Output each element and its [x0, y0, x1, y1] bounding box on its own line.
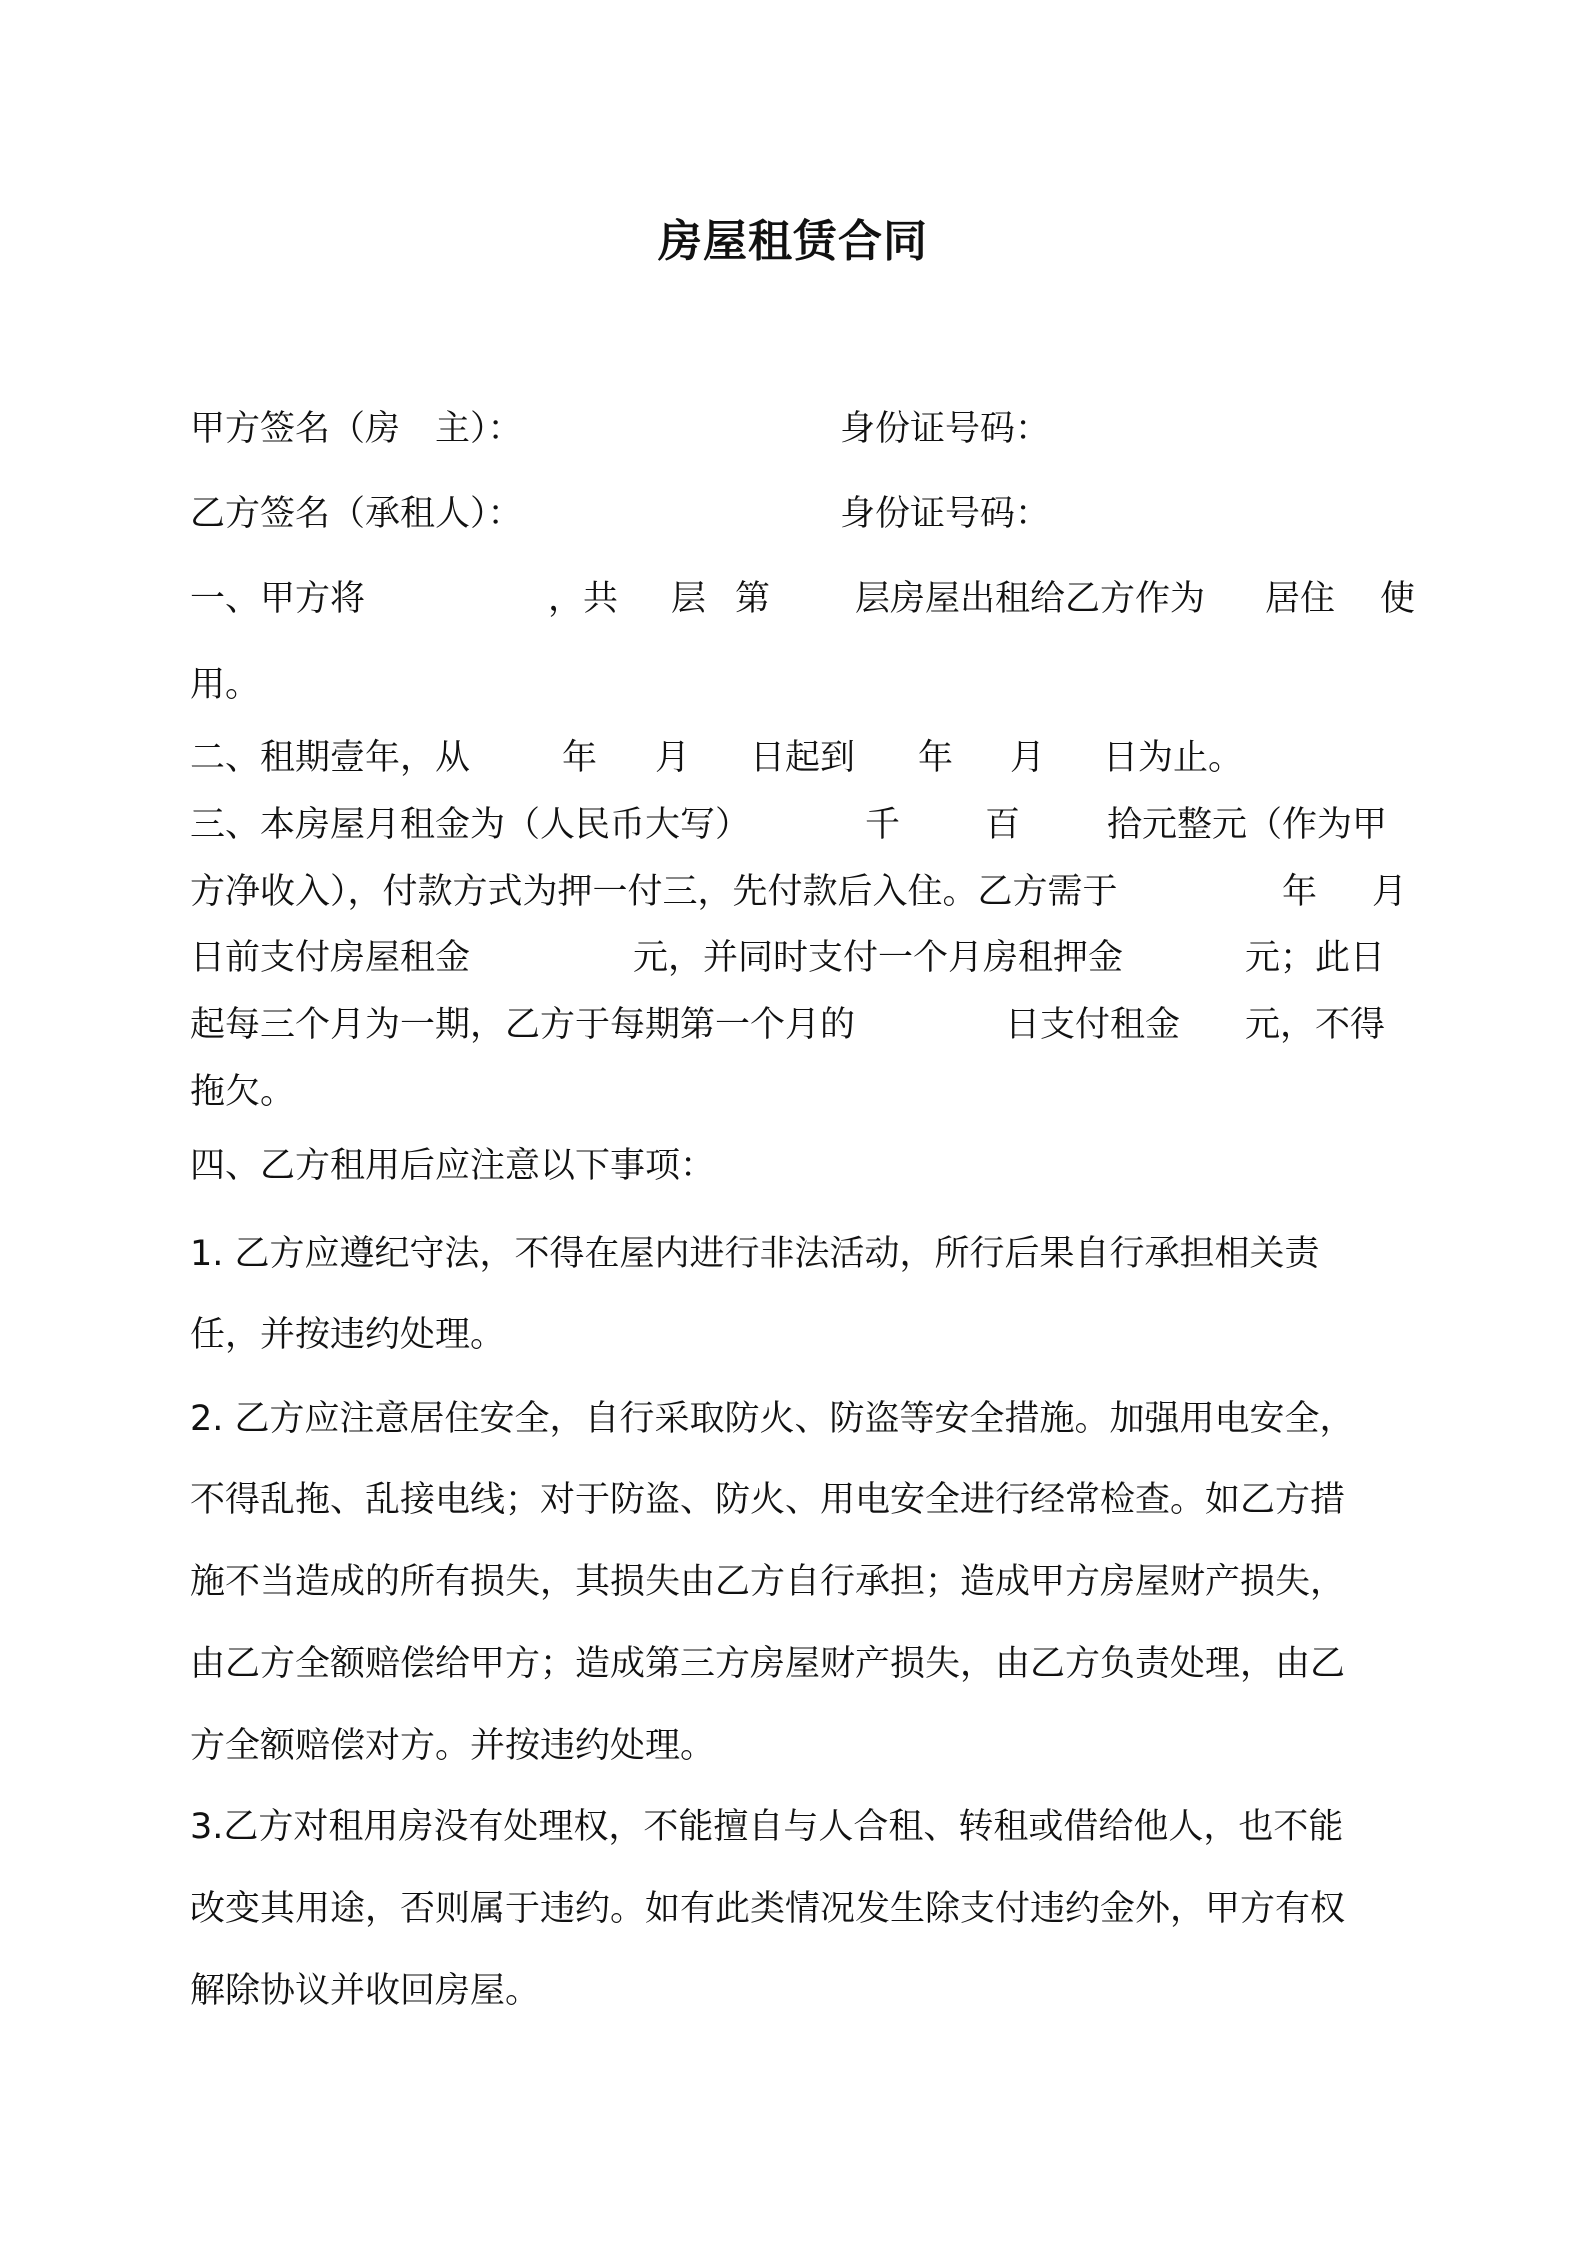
clause2-part4: 日起到: [750, 738, 856, 778]
party-b-id-label: 身份证号码：: [840, 494, 1051, 534]
clause3-line4-part2: 日支付租金: [1005, 1005, 1181, 1045]
clause1-part6: 居住: [1265, 579, 1336, 619]
item2-line3: 施不当造成的所有损失，其损失由乙方自行承担；造成甲方房屋财产损失，: [190, 1562, 1346, 1602]
clause1-part7: 使: [1380, 579, 1416, 619]
clause1-part4: 第: [735, 579, 771, 619]
item3-line2: 改变其用途，否则属于违约。如有此类情况发生除支付违约金外，甲方有权: [190, 1889, 1346, 1929]
clause3-line1-part4: 拾元整元（作为甲: [1107, 805, 1388, 845]
party-b-signature-label: 乙方签名（承租人）：: [190, 494, 523, 534]
clause2-year1: 年: [562, 738, 598, 778]
clause1-part5: 层房屋出租给乙方作为: [855, 579, 1206, 619]
clause4-heading: 四、乙方租用后应注意以下事项：: [190, 1146, 716, 1186]
item3-line1: 3.乙方对租用房没有处理权，不能擅自与人合租、转租或借给他人，也不能: [190, 1807, 1344, 1847]
clause3-line2-part2: 年: [1282, 872, 1318, 912]
clause2-part7: 日为止。: [1103, 738, 1244, 778]
clause3-line2-part1: 方净收入），付款方式为押一付三，先付款后入住。乙方需于: [190, 872, 1118, 912]
clause3-line3-part1: 日前支付房屋租金: [190, 938, 471, 978]
clause3-line2-part3: 月: [1372, 872, 1408, 912]
item3-line3: 解除协议并收回房屋。: [190, 1971, 541, 2011]
item2-line2: 不得乱拖、乱接电线；对于防盗、防火、用电安全进行经常检查。如乙方措: [190, 1480, 1346, 1520]
party-a-id-label: 身份证号码：: [840, 409, 1051, 449]
clause3-line1-part1: 三、本房屋月租金为（人民币大写）: [190, 805, 751, 845]
clause2-month2: 月: [1010, 738, 1046, 778]
clause3-line5: 拖欠。: [190, 1072, 296, 1112]
clause3-line4-part1: 起每三个月为一期，乙方于每期第一个月的: [190, 1005, 856, 1045]
clause1-part2: ，共: [548, 579, 619, 619]
item2-line4: 由乙方全额赔偿给甲方；造成第三方房屋财产损失，由乙方负责处理，由乙: [190, 1644, 1346, 1684]
item2-line1: 2. 乙方应注意居住安全，自行采取防火、防盗等安全措施。加强用电安全，: [190, 1399, 1355, 1439]
document-title: 房屋租赁合同: [658, 216, 928, 267]
clause2-month1: 月: [655, 738, 691, 778]
item1-line2: 任，并按违约处理。: [190, 1315, 506, 1355]
clause3-line1-part2: 千: [865, 805, 901, 845]
clause3-line3-part3: 元；此日: [1245, 938, 1386, 978]
clause1-part1: 一、甲方将: [190, 579, 366, 619]
clause1-continuation: 用。: [190, 665, 261, 705]
party-a-signature-label: 甲方签名（房 主）：: [190, 409, 523, 449]
clause2-part1: 二、租期壹年，从: [190, 738, 471, 778]
clause3-line4-part3: 元，不得: [1245, 1005, 1386, 1045]
clause1-part3: 层: [671, 579, 707, 619]
clause3-line1-part3: 百: [985, 805, 1021, 845]
item1-line1: 1. 乙方应遵纪守法，不得在屋内进行非法活动，所行后果自行承担相关责: [190, 1234, 1320, 1274]
item2-line5: 方全额赔偿对方。并按违约处理。: [190, 1726, 716, 1766]
clause2-year2: 年: [918, 738, 954, 778]
clause3-line3-part2: 元，并同时支付一个月房租押金: [633, 938, 1124, 978]
